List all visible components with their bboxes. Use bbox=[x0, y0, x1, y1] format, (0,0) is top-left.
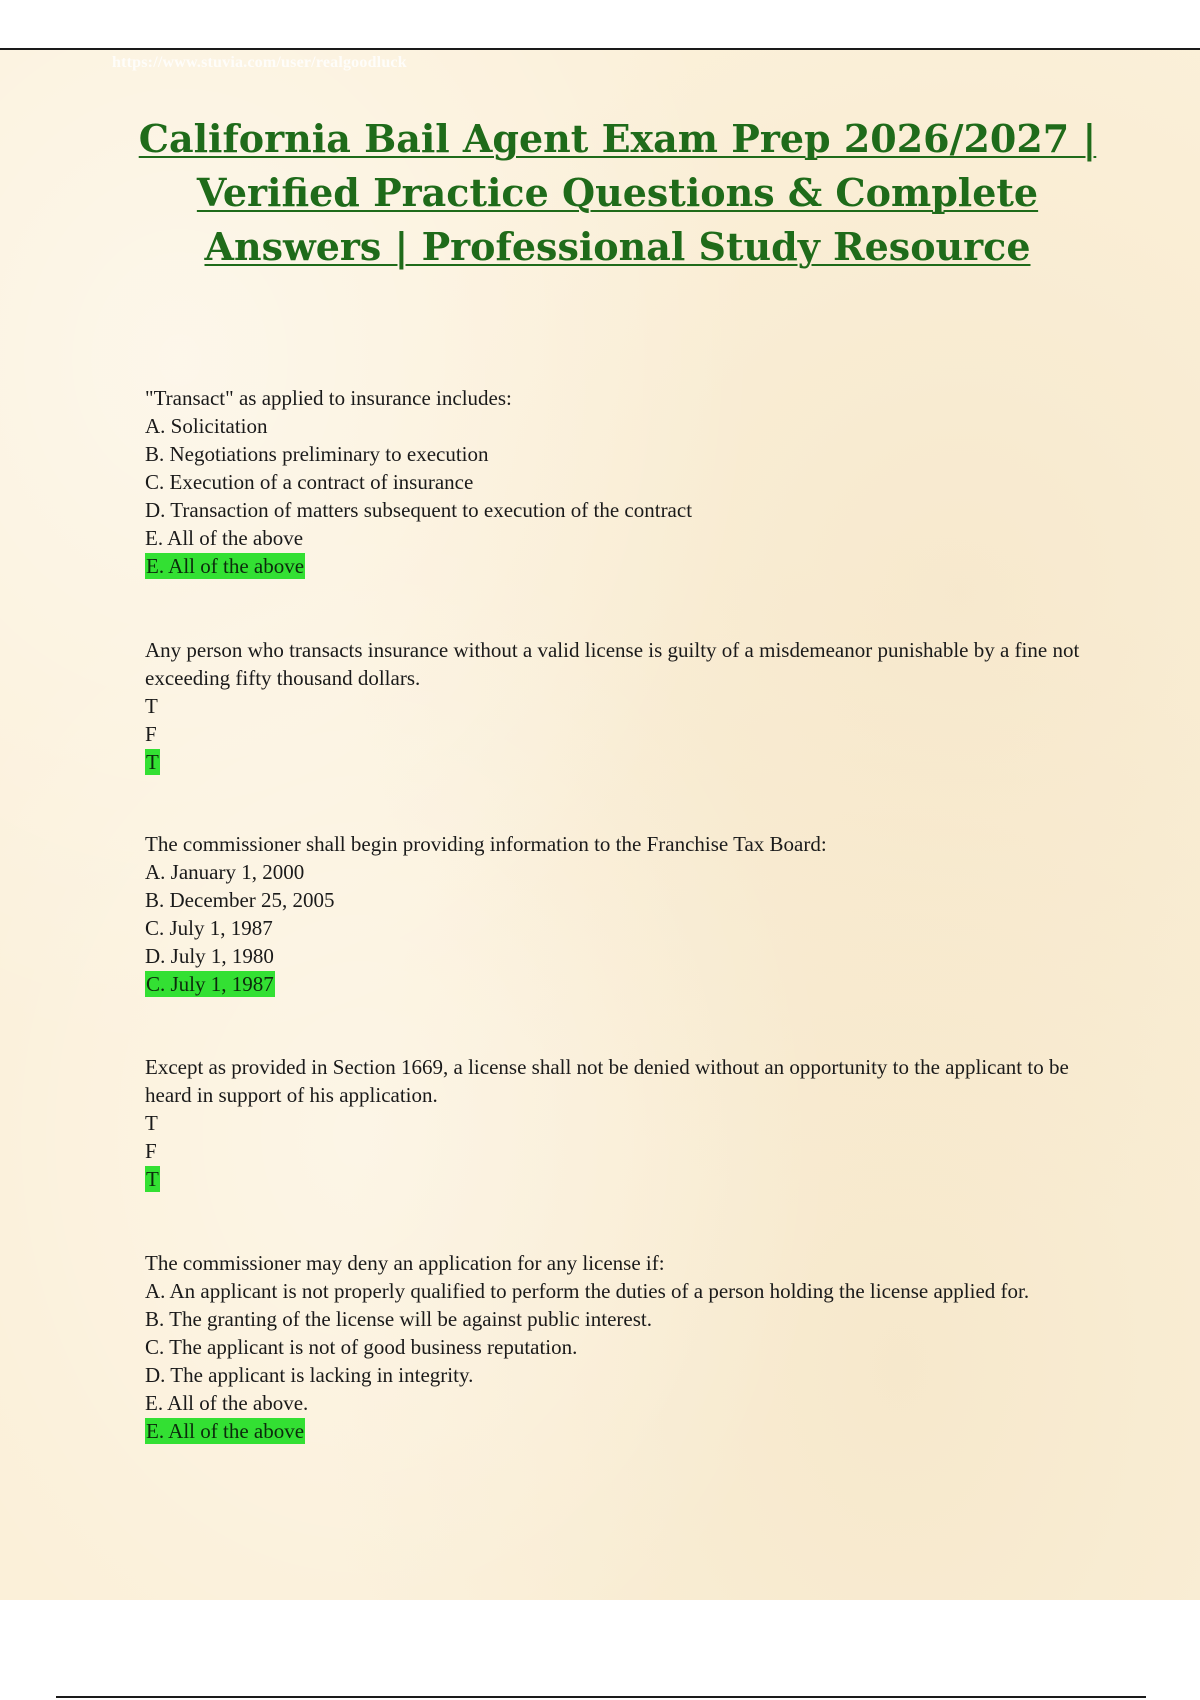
question-text: "Transact" as applied to insurance includes: bbox=[145, 386, 512, 410]
question-block-2 bbox=[145, 636, 1085, 776]
highlighted-answer: E. All of the above bbox=[146, 554, 305, 578]
bottom-rule bbox=[56, 1696, 1146, 1698]
option-a: A. January 1, 2000 bbox=[145, 860, 305, 884]
option-true: T bbox=[145, 1111, 158, 1135]
option-b: B. December 25, 2005 bbox=[145, 888, 335, 912]
option-d: D. Transaction of matters subsequent to execution of the contract bbox=[145, 498, 693, 522]
option-e: E. All of the above bbox=[145, 526, 304, 550]
question-text: Any person who transacts insurance without a valid license is guilty of a misdemeanor punishable by a fine not exceeding fifty thousand dollars. bbox=[145, 638, 1080, 690]
question-block-3 bbox=[145, 830, 1085, 998]
option-b: B. Negotiations preliminary to execution bbox=[145, 442, 489, 466]
question-block-4 bbox=[145, 1053, 1085, 1193]
watermark-url: https://www.stuvia.com/user/realgoodluck bbox=[112, 54, 407, 71]
option-c: C. Execution of a contract of insurance bbox=[145, 470, 474, 494]
highlighted-answer: C. July 1, 1987 bbox=[146, 972, 274, 996]
highlighted-answer: E. All of the above bbox=[146, 1419, 305, 1443]
option-false: F bbox=[145, 1139, 157, 1163]
option-a: A. An applicant is not properly qualified to perform the duties of a person holding the license applied for. bbox=[145, 1279, 1030, 1303]
question-text: The commissioner may deny an application for any license if: bbox=[145, 1251, 665, 1275]
option-false: F bbox=[145, 722, 157, 746]
highlighted-answer: T bbox=[146, 750, 159, 774]
option-c: C. July 1, 1987 bbox=[145, 916, 273, 940]
question-block-1 bbox=[145, 384, 1085, 580]
question-text: The commissioner shall begin providing information to the Franchise Tax Board: bbox=[145, 832, 827, 856]
option-a: A. Solicitation bbox=[145, 414, 268, 438]
option-c: C. The applicant is not of good business reputation. bbox=[145, 1335, 578, 1359]
option-b: B. The granting of the license will be against public interest. bbox=[145, 1307, 652, 1331]
option-d: D. The applicant is lacking in integrity. bbox=[145, 1363, 474, 1387]
highlighted-answer: T bbox=[146, 1167, 159, 1191]
option-e: E. All of the above. bbox=[145, 1391, 309, 1415]
option-true: T bbox=[145, 694, 158, 718]
document-title: California Bail Agent Exam Prep 2026/2027 | Verified Practice Questions & Complete Answers | Professional Study Resource bbox=[138, 116, 1097, 269]
option-d: D. July 1, 1980 bbox=[145, 944, 274, 968]
question-text: Except as provided in Section 1669, a license shall not be denied without an opportunity to the applicant to be heard in support of his application. bbox=[145, 1055, 1069, 1107]
question-block-5 bbox=[145, 1249, 1085, 1445]
